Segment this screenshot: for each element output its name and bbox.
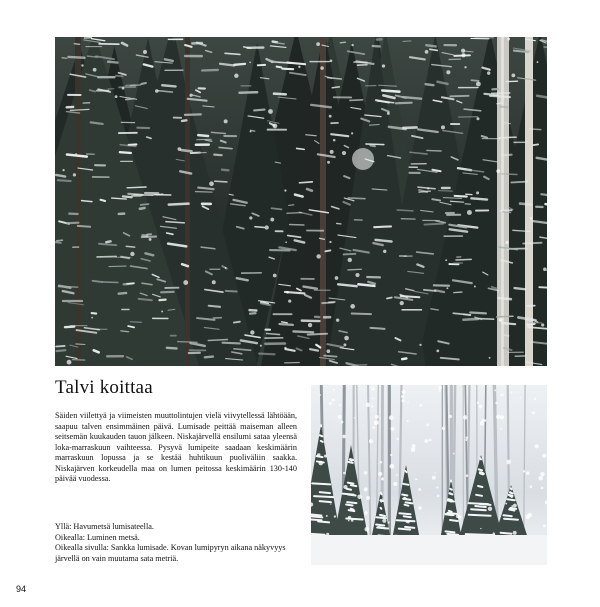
snowy-conifer-forest-photo	[55, 37, 547, 366]
page-title: Talvi koittaa	[55, 377, 153, 398]
body-paragraph: Säiden viilettyä ja viimeisten muuttolintujen vielä viivytellessä lähtöään, saapuu talven ensimmäinen päivä. Lumisade peittää maiseman alleen seitsemän kuukauden tauon jälkeen. Niskajärvellä ensilumi sataa yleensä loka-marraskuun vaihteessa. Pysyvä lumipeite saadaan keskimäärin marraskuun lopussa ja se kestää huhtikuun puoliväliin saakka. Niskajärven korkeudella maa on lumen peitossa keskimäärin 130-140 päivää vuodessa.	[55, 411, 297, 483]
caption-right: Oikealla: Luminen metsä.	[55, 532, 140, 542]
caption-facing-page: Oikealla sivulla: Sankka lumisade. Kovan lumipyryn aikana näkyvyys järvellä on vain muutama sata metriä.	[55, 543, 286, 563]
snowy-birch-forest-photo	[311, 385, 547, 565]
page-number: 94	[16, 584, 27, 594]
caption-above: Yllä: Havumetsä lumisateella.	[55, 522, 154, 531]
